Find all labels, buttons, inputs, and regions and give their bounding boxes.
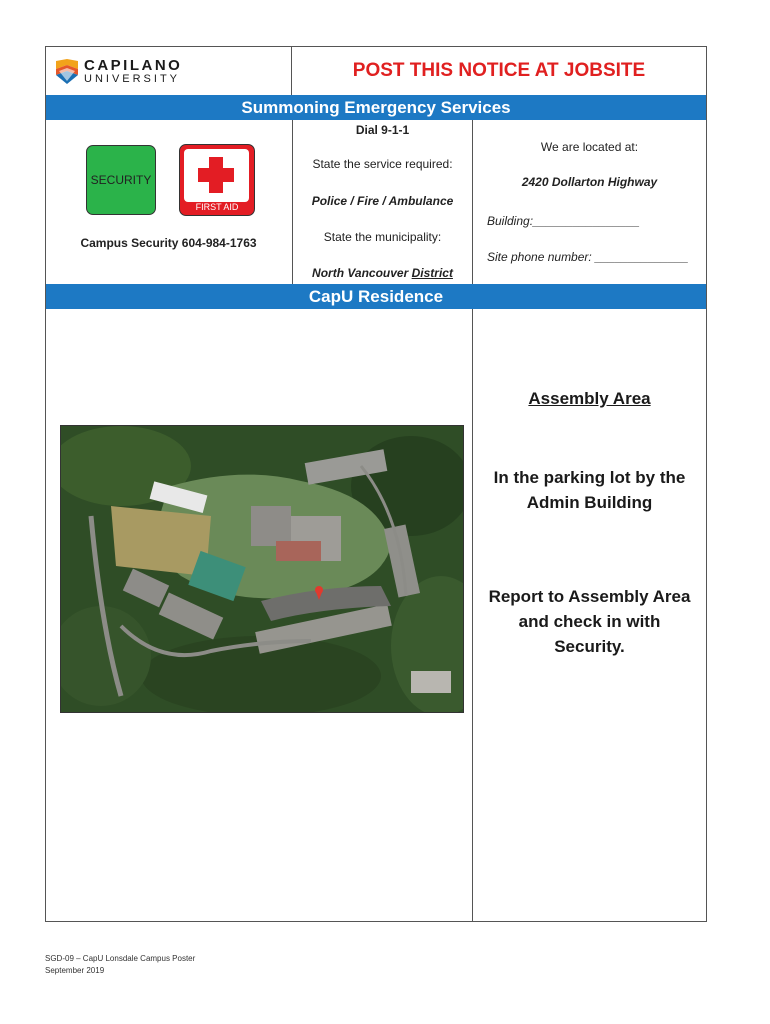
- first-aid-cross-icon: [184, 149, 249, 202]
- notice-heading: POST THIS NOTICE AT JOBSITE: [352, 60, 646, 81]
- aerial-map-image: [60, 425, 464, 713]
- footer: [45, 953, 195, 977]
- municipality-district: District: [411, 266, 453, 280]
- dial-number: Dial 9-1-1: [355, 123, 410, 137]
- campus-security-phone: Campus Security 604-984-1763: [80, 236, 257, 250]
- residence-section: [46, 309, 706, 921]
- logo-name: CAPILANO: [84, 57, 183, 74]
- located-at-text: We are located at:: [540, 140, 639, 154]
- first-aid-label: FIRST AID: [195, 202, 239, 212]
- footer-document-code: SGD-09 – CapU Lonsdale Campus Poster: [45, 954, 196, 963]
- first-aid-badge: [179, 144, 255, 216]
- state-service-text: State the service required:: [312, 157, 453, 171]
- emergency-section-title: Summoning Emergency Services: [46, 95, 706, 120]
- security-badge: [86, 145, 156, 215]
- residence-section-title: CapU Residence: [46, 284, 706, 309]
- services-list: Police / Fire / Ambulance: [311, 194, 454, 208]
- assembly-location-text: In the parking lot by the Admin Building: [493, 468, 686, 512]
- header-row: [46, 47, 706, 95]
- logo-cell: [46, 47, 292, 95]
- assembly-column: [473, 309, 706, 921]
- security-label: SECURITY: [90, 173, 152, 187]
- state-municipality-text: State the municipality:: [323, 230, 442, 244]
- map-column: [46, 309, 473, 921]
- report-instructions: Report to Assembly Area and check in with Security.: [488, 587, 691, 656]
- municipality-name: North Vancouver: [312, 266, 412, 280]
- security-column: [46, 120, 291, 284]
- building-field: Building:________________: [487, 214, 640, 228]
- dial-column: [292, 120, 473, 284]
- footer-date: September 2019: [45, 966, 105, 975]
- emergency-section: [46, 120, 706, 284]
- assembly-area-heading: Assembly Area: [528, 389, 651, 408]
- notice-frame: [45, 46, 707, 922]
- municipality: [293, 266, 472, 280]
- site-phone-field: Site phone number: ______________: [487, 250, 689, 264]
- logo-subname: UNIVERSITY: [84, 73, 181, 85]
- capilano-logo-icon: [54, 57, 80, 85]
- site-address: 2420 Dollarton Highway: [521, 175, 658, 189]
- location-column: [473, 120, 706, 284]
